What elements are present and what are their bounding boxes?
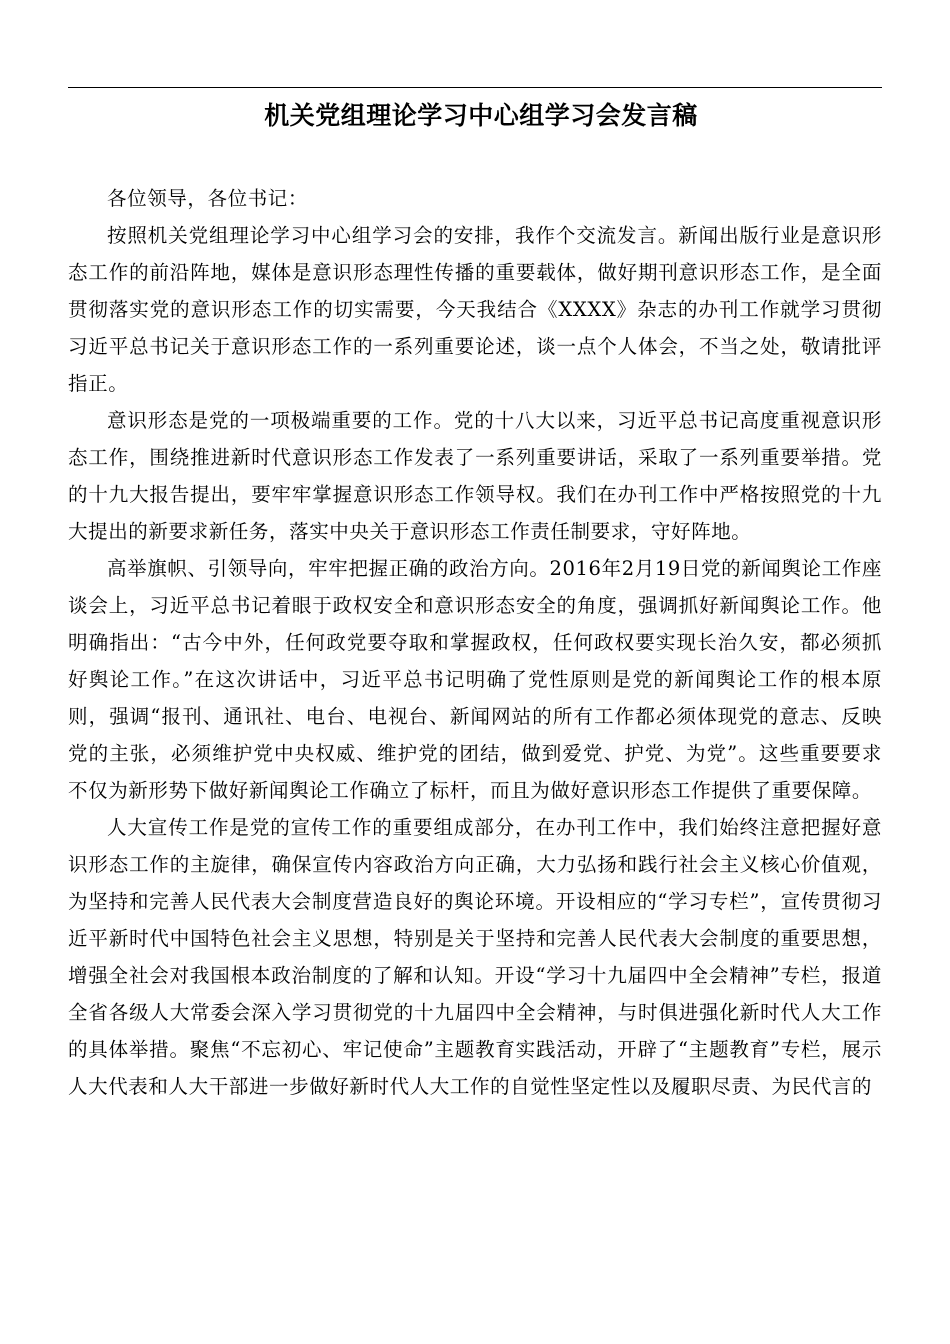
header-rule — [68, 87, 882, 88]
document-title — [68, 96, 882, 136]
body-paragraph: 按照机关党组理论学习中心组学习会的安排，我作个交流发言。新闻出版行业是意识形态工作的前沿阵地，媒体是意识形态理性传播的重要载体，做好期刊意识形态工作，是全面贯彻落实党的意识形态工作的切实需要，今天我结合《XXXX》杂志的办刊工作就学习贯彻习近平总书记关于意识形态工作的一系列重要论述，谈一点个人体会，不当之处，敬请批评指正。 — [68, 224, 882, 395]
document-body — [68, 180, 882, 1105]
body-paragraph: 意识形态是党的一项极端重要的工作。党的十八大以来，习近平总书记高度重视意识形态工作，围绕推进新时代意识形态工作发表了一系列重要讲话，采取了一系列重要举措。党的十九大报告提出，要牢牢掌握意识形态工作领导权。我们在办刊工作中严格按照党的十九大提出的新要求新任务，落实中央关于意识形态工作责任制要求，守好阵地。 — [68, 409, 882, 543]
document-title-text: 机关党组理论学习中心组学习会发言稿 — [264, 101, 698, 130]
body-paragraph: 高举旗帜、引领导向，牢牢把握正确的政治方向。2016年2月19日党的新闻舆论工作座谈会上，习近平总书记着眼于政权安全和意识形态安全的角度，强调抓好新闻舆论工作。他明确指出：“古今中外，任何政党要夺取和掌握政权，任何政权要实现长治久安，都必须抓好舆论工作。”在这次讲话中，习近平总书记明确了党性原则是党的新闻舆论工作的根本原则，强调“报刊、通讯社、电台、电视台、新闻网站的所有工作都必须体现党的意志、反映党的主张，必须维护党中央权威、维护党的团结，做到爱党、护党、为党”。这些重要要求不仅为新形势下做好新闻舆论工作确立了标杆，而且为做好意识形态工作提供了重要保障。 — [68, 557, 882, 802]
salutation-paragraph: 各位领导，各位书记： — [107, 187, 309, 210]
body-paragraph: 人大宣传工作是党的宣传工作的重要组成部分，在办刊工作中，我们始终注意把握好意识形态工作的主旋律，确保宣传内容政治方向正确，大力弘扬和践行社会主义核心价值观，为坚持和完善人民代表大会制度营造良好的舆论环境。开设相应的“学习专栏”，宣传贯彻习近平新时代中国特色社会主义思想，特别是关于坚持和完善人民代表大会制度的重要思想，增强全社会对我国根本政治制度的了解和认知。开设“学习十九届四中全会精神”专栏，报道全省各级人大常委会深入学习贯彻党的十九届四中全会精神，与时俱进强化新时代人大工作的具体举措。聚焦“不忘初心、牢记使命”主题教育实践活动，开辟了“主题教育”专栏，展示人大代表和人大干部进一步做好新时代人大工作的自觉性坚定性以及履职尽责、为民代言的 — [68, 816, 882, 1098]
